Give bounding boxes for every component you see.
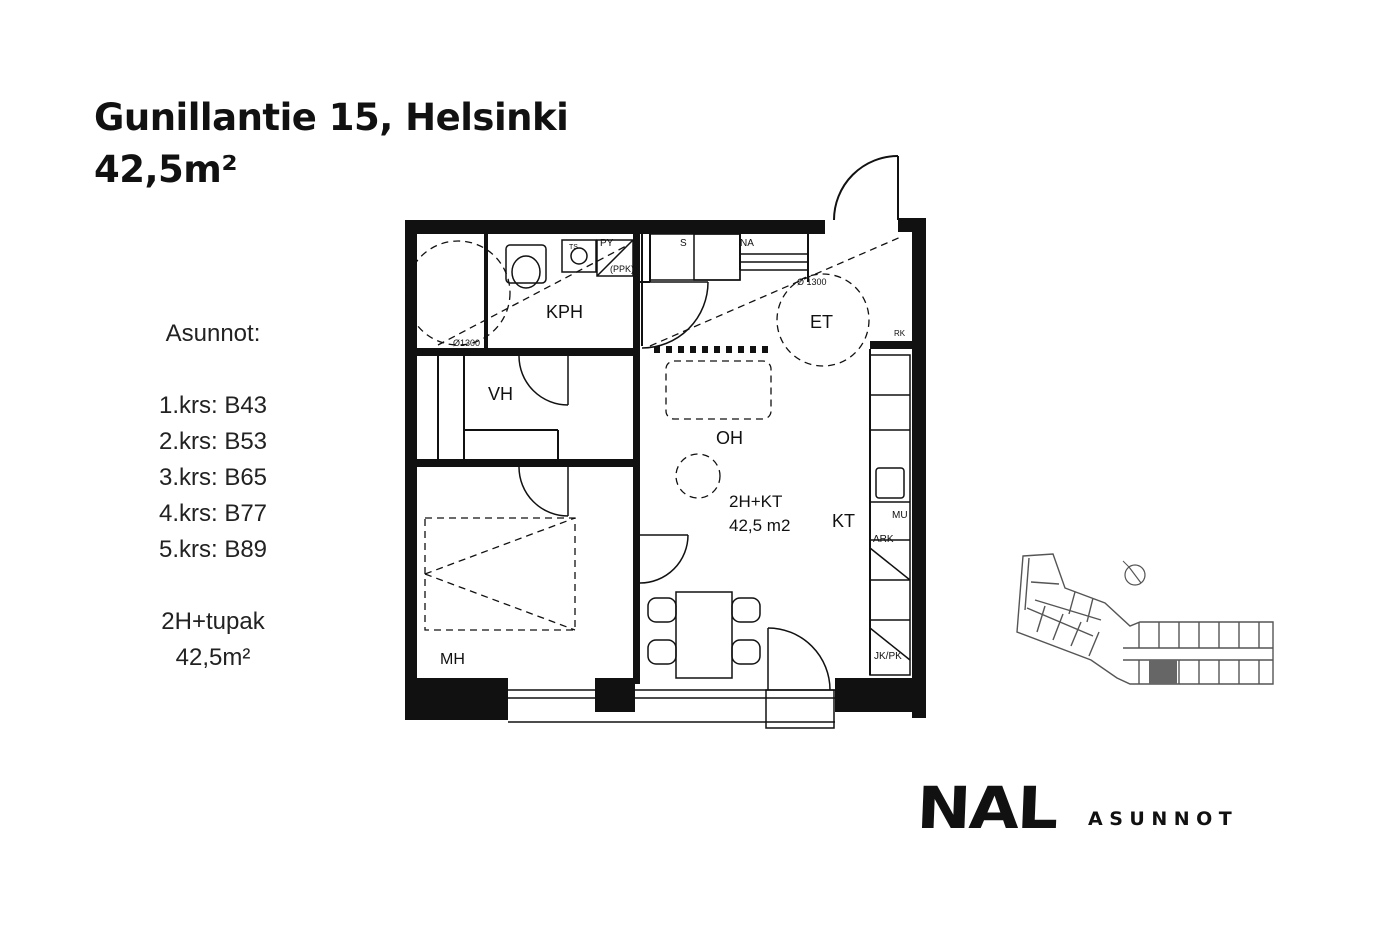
- area-title: 42,5m²: [94, 148, 238, 191]
- label-jkpk: JK/PK: [874, 651, 902, 662]
- dining-set: [648, 592, 760, 678]
- apartment-list: [120, 316, 306, 676]
- logo-wordmark: ASUNNOT: [1088, 808, 1239, 830]
- room-label-kt: KT: [832, 511, 856, 531]
- exterior-walls: [405, 218, 926, 720]
- apartment-type: 2H+tupak: [161, 608, 265, 635]
- logo-mark: NAL: [915, 774, 1058, 842]
- label-mu: MU: [892, 510, 908, 521]
- interior-walls: [417, 234, 912, 684]
- label-diameter-kph: Ø1300: [453, 338, 481, 348]
- apartment-area-label: 42,5 m2: [729, 516, 791, 535]
- label-na: NA: [740, 238, 754, 249]
- label-s: S: [680, 238, 687, 249]
- floor-plan-drawing: [398, 150, 938, 740]
- windows: [508, 690, 835, 722]
- floor-item: 3.krs: B65: [158, 464, 268, 491]
- floor-item: 5.krs: B89: [158, 536, 268, 563]
- label-ark: ARK: [873, 534, 894, 545]
- floor-plan: [398, 150, 938, 745]
- label-ts: TS: [569, 244, 578, 251]
- apartment-area: 42,5m²: [175, 644, 251, 671]
- apartments-title: Asunnot:: [165, 320, 261, 347]
- floor-item: 1.krs: B43: [158, 392, 268, 419]
- room-label-et: ET: [810, 312, 834, 332]
- apartment-type-label: 2H+KT: [729, 492, 783, 511]
- entrance-door: [834, 156, 898, 220]
- label-diameter-et: Ø 1300: [797, 277, 827, 287]
- address-title: Gunillantie 15, Helsinki: [94, 96, 569, 139]
- room-label-mh: MH: [440, 651, 465, 668]
- site-plan-drawing: [1005, 548, 1290, 693]
- label-rk: RK: [894, 329, 906, 338]
- room-label-kph: KPH: [546, 302, 584, 322]
- apartment-location-marker: [1149, 660, 1177, 684]
- room-label-vh: VH: [488, 384, 514, 404]
- nal-asunnot-logo: [915, 774, 1298, 842]
- floor-item: 4.krs: B77: [158, 500, 268, 527]
- room-label-oh: OH: [716, 428, 743, 448]
- label-ppk: (PPK): [610, 264, 635, 274]
- label-py: PY: [600, 238, 614, 249]
- floor-item: 2.krs: B53: [158, 428, 268, 455]
- site-plan: [1005, 548, 1290, 698]
